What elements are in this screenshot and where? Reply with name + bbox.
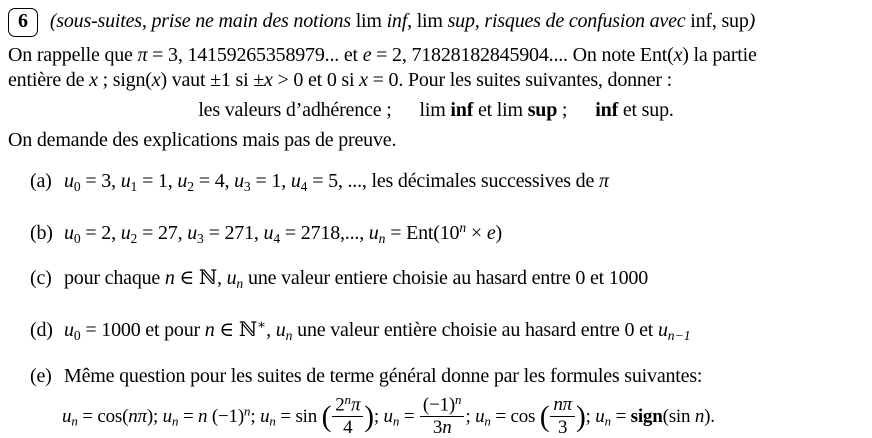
text-segment: les valeurs d’adhérence ; [198,99,392,121]
text-segment: ; sign( [97,69,152,91]
text-segment: ∈ ℕ, [174,267,227,290]
item-d-label: (d) [30,318,53,341]
text-segment: u [64,221,74,244]
item-c-label: (c) [30,267,52,290]
text-segment: u [64,170,74,192]
text-segment: u [475,405,485,427]
text-segment: = cos [490,405,540,427]
text-segment: n [442,417,452,438]
tasks-line [8,98,864,123]
text-segment: ; [250,405,261,427]
text-segment: n [269,413,276,429]
text-segment: ; [557,99,568,121]
text-segment: x [673,44,683,66]
text-segment: x [89,69,98,91]
text-segment: = 1, [137,170,178,192]
item-c-text [64,267,648,292]
text-segment: = sin [275,405,322,427]
formula-line [62,393,864,438]
exercise-heading-text [50,10,755,32]
text-segment: une valeur entière choisie au hasard entre 0 et [292,318,658,341]
item-b [8,215,864,251]
note-line: On demande des explications mais pas de preuve. [8,129,397,151]
fraction [420,393,465,438]
text-segment: 0 [73,230,81,246]
text-segment: π [137,44,148,66]
text-segment: u [162,405,172,427]
text-segment: n [459,219,467,235]
text-segment: une valeur entiere choisie au hasard entre 0 et 1000 [243,267,648,290]
text-segment: ; [585,405,596,427]
text-segment: (sous-suites, prise ne main des notions [49,10,356,32]
text-segment: u [260,405,270,427]
text-segment: = 5, ..., les décimales successives de [307,170,599,192]
item-a-label: (a) [30,170,52,192]
text-segment: = Ent(10 [385,221,460,244]
item-e-text [64,365,702,387]
fraction [550,395,575,438]
text-segment: 4 [300,178,308,194]
text-segment: Même question pour les suites de terme général donne par les formules suivantes: [64,364,703,387]
text-segment: u [383,405,393,427]
text-segment: = 271, [203,221,264,244]
item-c [8,266,864,296]
text-segment: n [484,413,491,429]
text-segment: x [359,69,368,91]
text-segment: u [120,170,131,192]
text-segment: = 1, [250,170,291,192]
text-segment: 3 [432,417,443,438]
text-segment: n [171,413,179,429]
text-segment: nπ [128,405,147,427]
text-segment: u [657,318,668,341]
text-segment: u [120,221,131,244]
text-segment: u [187,221,198,244]
text-segment: = [178,405,199,427]
text-segment: 3 [558,417,568,438]
text-segment: u [290,170,301,192]
text-segment: inf, sup [690,10,749,32]
item-e [8,364,864,389]
item-d [8,312,864,348]
text-segment: n [204,318,215,341]
text-segment: pour chaque [64,267,165,290]
text-segment: 2 [130,230,138,246]
text-segment: n [604,413,612,429]
text-segment: = cos( [77,405,129,427]
text-segment: = [611,405,631,427]
text-segment: ) [495,221,502,244]
text-segment: 3 [243,178,251,194]
text-segment: n−1 [667,327,691,343]
text-segment: ); [146,405,163,427]
text-segment: n [344,391,351,407]
exercise-heading [8,8,864,37]
text-segment: ) vaut ±1 si ± [160,69,265,91]
fraction [332,393,363,438]
text-segment: inf [595,99,619,121]
text-segment: 4 [343,417,353,438]
item-a-text [64,170,609,192]
text-segment: 3 [197,230,204,246]
text-segment: x [264,69,273,91]
text-segment: e [486,221,496,244]
text-segment: sup [527,99,558,121]
text-segment: ) [364,400,374,433]
text-segment: , risques de confusion avec [474,10,691,32]
text-segment: n [378,230,386,246]
text-segment: π [350,394,361,416]
text-segment: , [407,10,417,32]
text-segment: ). [704,405,715,427]
exercise-number-box: 6 [8,8,38,37]
text-segment: et sup. [618,99,674,121]
text-segment: n [243,403,251,419]
text-segment: n [71,413,78,429]
text-segment: u [263,221,274,244]
text-segment: = 1000 et pour [80,318,205,341]
text-segment: ; [465,405,476,427]
text-segment: = 2, [80,221,121,244]
text-segment: ; [373,405,384,427]
text-segment: On rappelle que [8,44,138,66]
text-segment: entière de [8,69,90,91]
item-b-text [64,219,502,246]
text-segment: 4 [273,230,281,246]
text-segment: n [392,413,400,429]
text-segment: ) [576,400,586,433]
text-segment: u [62,405,72,427]
text-segment: e [362,44,372,66]
text-segment: lim [355,10,387,32]
text-segment: n [198,405,208,427]
text-segment: (−1) [207,405,244,427]
text-segment: n [455,391,462,407]
text-segment: nπ [553,394,572,416]
text-segment: inf [386,10,408,32]
text-segment: (−1) [422,394,455,416]
text-segment: ( [321,400,332,433]
text-segment: 0 [73,327,81,343]
text-segment: n [285,327,293,343]
text-segment: = 3, 14159265358979... et [147,44,363,66]
intro-line-2 [8,68,864,93]
text-segment: = 0. Pour les suites suivantes, donner : [367,69,673,91]
text-segment: 1 [130,178,138,194]
text-segment: n [236,276,244,292]
text-segment: ) la partie [682,44,757,66]
text-segment: u [177,170,188,192]
text-segment: sup [447,10,475,32]
text-segment: , [266,318,276,341]
text-segment: u [368,221,379,244]
text-segment: et lim [473,99,528,121]
text-segment: = 3, [80,170,121,192]
text-segment: ( [539,400,550,433]
item-a [8,169,864,199]
text-segment: u [595,405,605,427]
text-segment: u [64,318,74,341]
text-segment: u [275,318,286,341]
text-segment: π [598,170,609,192]
item-e-label: (e) [30,364,52,387]
text-segment: n [164,267,175,290]
text-segment: ∗ [256,317,267,333]
text-segment: sign [630,405,663,427]
text-segment: x [151,69,161,91]
text-segment: (sin [662,405,695,427]
item-d-text [64,319,691,341]
text-segment: n [694,405,705,427]
text-segment: = 2, 71828182845904.... On note Ent( [371,44,674,66]
text-segment: 2 [335,394,345,416]
text-segment: inf [450,99,474,121]
text-segment: 0 [73,178,81,194]
text-segment: lim [416,10,448,32]
text-segment: = [399,405,419,427]
text-segment: = 27, [137,221,188,244]
text-segment: 2 [187,178,195,194]
text-segment: = 4, [194,170,235,192]
item-b-label: (b) [30,221,53,244]
text-segment: lim [419,99,451,121]
text-segment: ∈ ℕ [214,318,257,341]
text-segment: ) [748,10,756,32]
text-segment: × [466,221,487,244]
text-segment: u [234,170,244,192]
text-segment: > 0 et 0 si [272,69,360,91]
text-segment: = 2718,..., [280,221,369,244]
text-segment: u [226,267,237,290]
intro-line-1 [8,43,864,68]
